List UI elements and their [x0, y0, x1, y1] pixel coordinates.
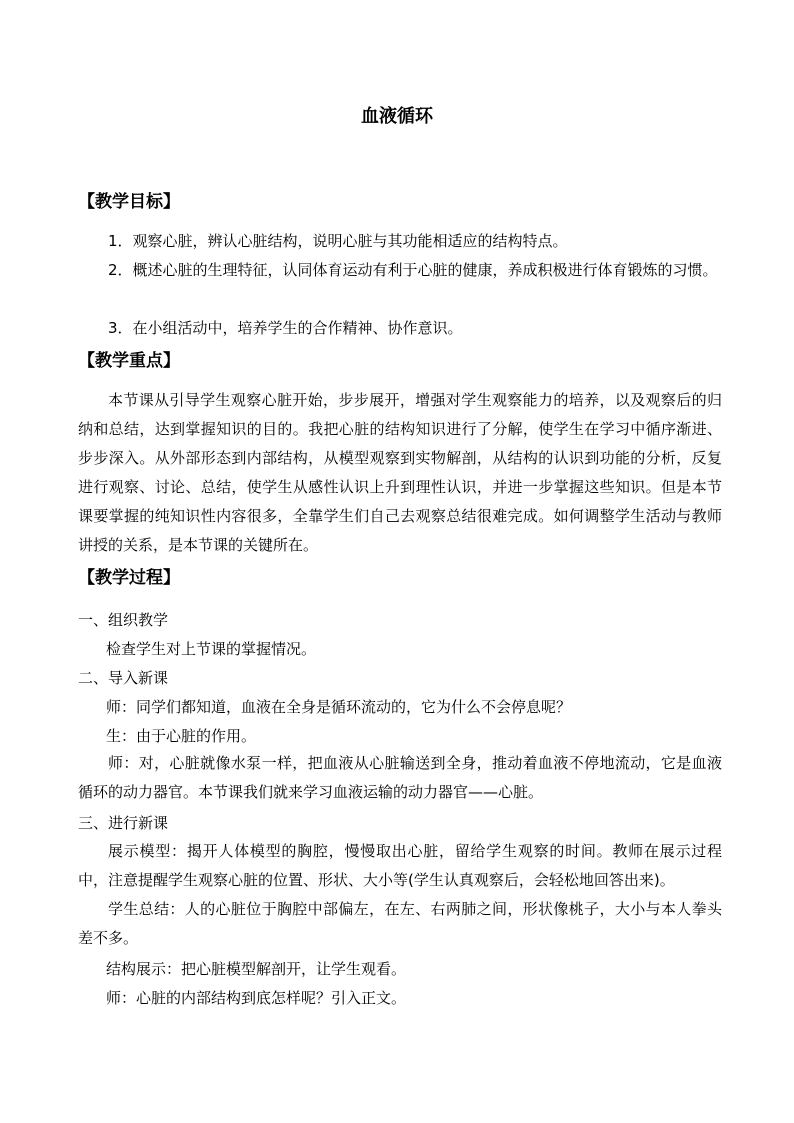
section-3-model: 展示模型：揭开人体模型的胸腔，慢慢取出心脏，留给学生观察的时间。教师在展示过程中，注意提醒学生观察心脏的位置、形状、大小等(学生认真观察后，会轻松地回答出来)。	[78, 842, 722, 889]
section-3-title: 三、进行新课	[78, 814, 169, 832]
section-2-title: 二、导入新课	[78, 669, 169, 687]
goals-heading: 【教学目标】	[78, 192, 180, 212]
section-1-text: 检查学生对上节课的掌握情况。	[106, 640, 317, 658]
goal-item-2: 2．概述心脏的生理特征，认同体育运动有利于心脏的健康，养成积极进行体育锻炼的习惯。	[108, 261, 718, 279]
section-2-teacher-explanation: 师：对，心脏就像水泵一样，把血液从心脏输送到全身，推动着血液不停地流动，它是血液循环的动力器官。本节课我们就来学习血液运输的动力器官——心脏。	[78, 754, 722, 801]
section-3-summary: 学生总结：人的心脏位于胸腔中部偏左，在左、右两肺之间，形状像桃子，大小与本人拳头差不多。	[78, 900, 722, 947]
goal-item-3: 3．在小组活动中，培养学生的合作精神、协作意识。	[108, 319, 463, 337]
document-title: 血液循环	[361, 106, 433, 127]
section-2-teacher-question: 师：同学们都知道，血液在全身是循环流动的，它为什么不会停息呢？	[106, 698, 572, 716]
section-1-title: 一、组织教学	[78, 611, 169, 629]
key-points-paragraph: 本节课从引导学生观察心脏开始，步步展开，增强对学生观察能力的培养，以及观察后的归纳和总结，达到掌握知识的目的。我把心脏的结构知识进行了分解，使学生在学习中循序渐进、步步深入。从外部形态到内部结构，从模型观察到实物解剖，从结构的认识到功能的分析，反复进行观察、讨论、总结，使学生从感性认识上升到理性认识，并进一步掌握这些知识。但是本节课要掌握的纯知识性内容很多，全靠学生们自己去观察总结很难完成。如何调整学生活动与教师讲授的关系，是本节课的关键所在。	[78, 391, 722, 554]
goal-item-1: 1．观察心脏，辨认心脏结构，说明心脏与其功能相适应的结构特点。	[108, 232, 568, 250]
section-3-structure: 结构展示：把心脏模型解剖开，让学生观看。	[106, 960, 407, 978]
key-points-heading: 【教学重点】	[78, 351, 180, 371]
process-heading: 【教学过程】	[78, 568, 180, 588]
section-2-student-answer: 生：由于心脏的作用。	[106, 727, 257, 745]
section-3-teacher: 师：心脏的内部结构到底怎样呢？引入正文。	[106, 989, 407, 1007]
